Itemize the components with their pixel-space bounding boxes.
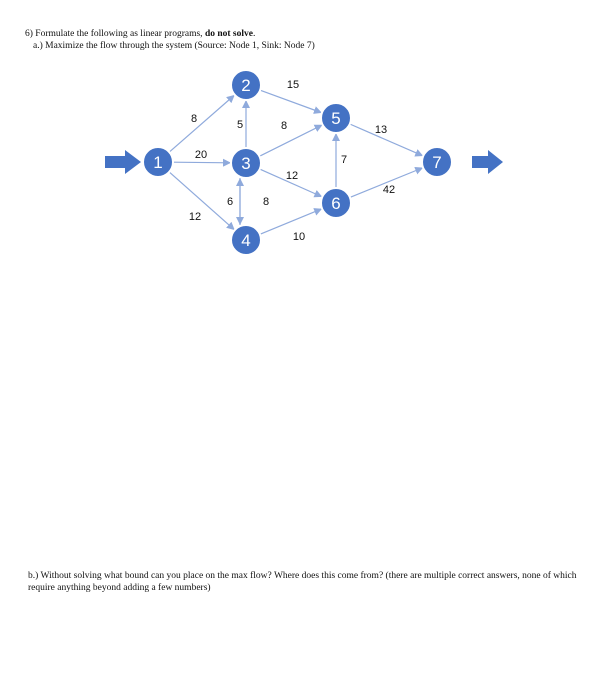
node-1 — [143, 147, 173, 177]
edge-2-5 — [260, 90, 321, 112]
question-title-prefix: 6) Formulate the following as linear programs, — [25, 29, 205, 39]
part-a-text: a.) Maximize the flow through the system (Source: Node 1, Sink: Node 7) — [33, 41, 315, 51]
node-3 — [231, 148, 261, 178]
capacity-label-3-6: 12 — [285, 170, 299, 182]
node-label-3: 3 — [241, 154, 251, 173]
edge-1-3 — [173, 162, 230, 163]
source-inflow-arrow — [105, 150, 141, 174]
edge-3-5 — [259, 125, 321, 156]
capacity-label-2-5: 15 — [286, 79, 300, 91]
node-label-1: 1 — [153, 153, 163, 172]
node-label-4: 4 — [241, 231, 251, 250]
node-7 — [422, 147, 452, 177]
capacity-label-3-5: 8 — [280, 120, 288, 132]
capacity-label-6-7: 42 — [382, 184, 396, 196]
edge-layer — [169, 90, 422, 234]
node-label-7: 7 — [432, 153, 442, 172]
capacity-label-3-2: 5 — [236, 119, 244, 131]
edge-1-4 — [169, 172, 234, 230]
node-label-2: 2 — [241, 76, 251, 95]
capacity-label-4-6: 10 — [292, 231, 306, 243]
capacity-label-layer — [189, 79, 395, 243]
capacity-label-5-7: 13 — [374, 124, 388, 136]
node-4 — [231, 225, 261, 255]
question-title-bold: do not solve — [204, 29, 253, 39]
capacity-label-4-3: 6 — [226, 196, 234, 208]
node-6 — [321, 188, 351, 218]
question-title-suffix: . — [252, 29, 256, 39]
capacity-label-1-4: 12 — [188, 211, 202, 223]
edge-4-6 — [260, 209, 321, 234]
node-2 — [231, 70, 261, 100]
capacity-label-6-5: 7 — [340, 154, 348, 166]
node-label-5: 5 — [331, 109, 341, 128]
capacity-label-1-3: 20 — [194, 149, 208, 161]
sink-outflow-arrow — [472, 150, 503, 174]
node-label-6: 6 — [331, 194, 341, 213]
node-5 — [321, 103, 351, 133]
part-b-text: b.) Without solving what bound can you place on the max flow? Where does this come from? (there are multiple correct answers, none of which require anything beyond adding a few numbers) — [28, 571, 577, 593]
capacity-label-1-2: 8 — [190, 113, 198, 125]
capacity-label-3-4: 8 — [262, 196, 270, 208]
edge-1-2 — [169, 96, 234, 153]
